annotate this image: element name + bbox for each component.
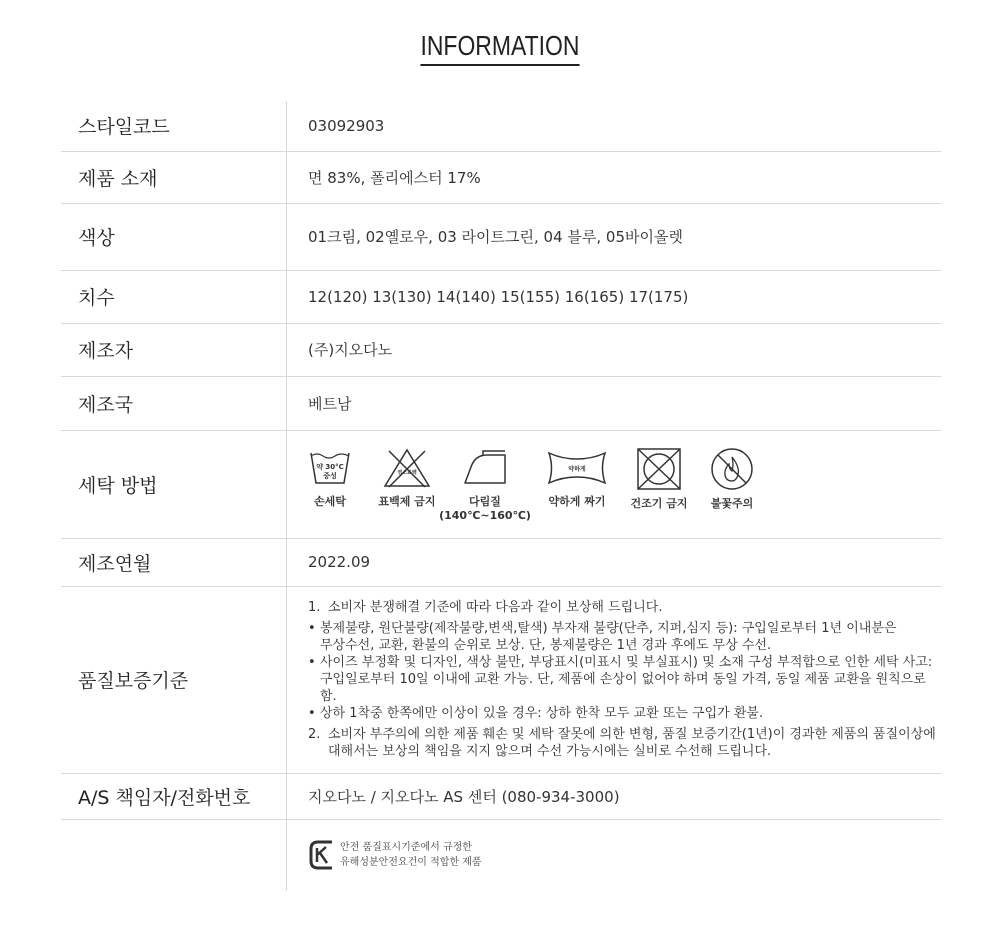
kc-certification	[287, 819, 942, 891]
care-label: 손세탁	[314, 495, 346, 508]
care-label: 표백제 금지	[378, 495, 436, 508]
table-row	[61, 270, 941, 323]
row-value: 03092903	[287, 101, 942, 151]
care-label: 다림질 (140℃~160℃)	[439, 495, 531, 522]
row-value: 지오다노 / 지오다노 AS 센터 (080-934-3000)	[287, 773, 942, 819]
care-hand-wash	[308, 447, 352, 509]
table-row	[61, 376, 941, 430]
table-row	[61, 819, 941, 891]
row-label: 치수	[61, 270, 287, 323]
row-label: 세탁 방법	[61, 430, 287, 538]
page-title: INFORMATION	[0, 30, 1000, 66]
quality-item: 소비자 부주의에 의한 제품 훼손 및 세탁 잘못에 의한 변형, 품질 보증기간(1년)이 경과한 제품의 품질이상에 대해서는 보상의 책임을 지지 않으며 수선 가능시에는 실비로 수선해 드립니다.	[328, 727, 936, 759]
kc-text: 안전 품질표시기준에서 규정한	[340, 842, 472, 854]
flame-caution-icon	[710, 447, 754, 491]
table-row	[61, 430, 941, 538]
row-label: 제조연월	[61, 538, 287, 586]
quality-bullet: 상하 1착중 한쪽에만 이상이 있을 경우: 상하 한착 모두 교환 또는 구입가 환불.	[320, 706, 764, 721]
row-value: 01크림, 02옐로우, 03 라이트그린, 04 블루, 05바이올렛	[287, 203, 942, 270]
table-row	[61, 773, 941, 819]
row-value: 베트남	[287, 376, 942, 430]
gentle-wring-icon	[546, 447, 608, 489]
row-value: (주)지오다노	[287, 323, 942, 376]
table-row	[61, 538, 941, 586]
no-bleach-icon	[382, 447, 432, 489]
hand-wash-icon	[309, 447, 351, 489]
row-label: 제품 소재	[61, 151, 287, 203]
row-label: 색상	[61, 203, 287, 270]
quality-item: 소비자 분쟁해결 기준에 따라 다음과 같이 보상해 드립니다.	[328, 600, 663, 615]
row-value: 12(120) 13(130) 14(140) 15(155) 16(165) 17(175)	[287, 270, 942, 323]
row-label: A/S 책임자/전화번호	[61, 773, 287, 819]
table-row	[61, 101, 941, 151]
care-flame	[702, 447, 762, 511]
table-row	[61, 323, 941, 376]
care-gentle-wring	[540, 447, 614, 509]
table-row	[61, 586, 941, 773]
no-tumble-dry-icon	[636, 447, 682, 491]
care-iron	[439, 447, 531, 523]
table-row	[61, 203, 941, 270]
care-no-bleach	[377, 447, 437, 509]
care-label: 불꽃주의	[710, 497, 754, 510]
row-label: 제조국	[61, 376, 287, 430]
iron-icon	[461, 447, 509, 489]
kc-text: 유해성분안전요건이 적합한 제품	[340, 857, 482, 869]
kc-mark-icon	[308, 836, 334, 874]
hand-wash-detergent: 중성	[323, 472, 337, 480]
row-label: 품질보증기준	[61, 586, 287, 773]
care-no-tumble-dry	[624, 447, 694, 511]
row-label: 제조자	[61, 323, 287, 376]
quality-standard: 1. 소비자 분쟁해결 기준에 따라 다음과 같이 보상해 드립니다. • 봉제불량, 원단불량(제작불량,변색,탈색) 부자재 불량(단추, 지퍼,심지 등): 구입일로부터 1년 이내분은 무상수선, 교환, 환불의 순위로 보상. 단, 봉제불량은 1년 경과 후에도 무상 수선. • 사이즈 부정확 및 디자인, 색상 불만, 부당표시(미표시 및 부실표시) 및 소재 구성 부적합으로 인한 세탁 사고: 구입일로부터 10일 이내에 교환 가능. 단, 제품에 손상이 없어야 하며 동일 가격, 동일 제품 교환을 원칙으로 함. • 상하 1착중 한쪽에만 이상이 있을 경우: 상하 한착 모두 교환 또는 구입가 환불. 2. 소비자 부주의에 의한 제품 훼손 및 세탁 잘못에 의한 변형, 품질 보증기간(1년)이 경과한 제품의 품질이상에 대해서는 보상의 책임을 지지 않으며 수선 가능시에는 실비로 수선해 드립니다.	[287, 586, 942, 773]
row-value: 면 83%, 폴리에스터 17%	[287, 151, 942, 203]
hand-wash-temp: 약 30°C	[316, 463, 344, 471]
quality-bullet: 사이즈 부정확 및 디자인, 색상 불만, 부당표시(미표시 및 부실표시) 및 소재 구성 부적합으로 인한 세탁 사고: 구입일로부터 10일 이내에 교환 가능. 단, 제품에 손상이 없어야 하며 동일 가격, 동일 제품 교환을 원칙으로 함.	[320, 655, 933, 704]
row-label	[61, 819, 287, 891]
care-label: 약하게 짜기	[548, 495, 606, 508]
no-bleach-text: 염소표백	[397, 470, 417, 476]
wring-text: 약하게	[568, 466, 586, 473]
table-row	[61, 151, 941, 203]
row-label: 스타일코드	[61, 101, 287, 151]
row-value: 2022.09	[287, 538, 942, 586]
care-label: 건조기 금지	[630, 497, 688, 510]
care-symbols	[287, 430, 942, 538]
quality-bullet: 봉제불량, 원단불량(제작불량,변색,탈색) 부자재 불량(단추, 지퍼,심지 등): 구입일로부터 1년 이내분은 무상수선, 교환, 환불의 순위로 보상. 단, 봉제불량은 1년 경과 후에도 무상 수선.	[320, 621, 897, 653]
info-table	[61, 101, 941, 891]
